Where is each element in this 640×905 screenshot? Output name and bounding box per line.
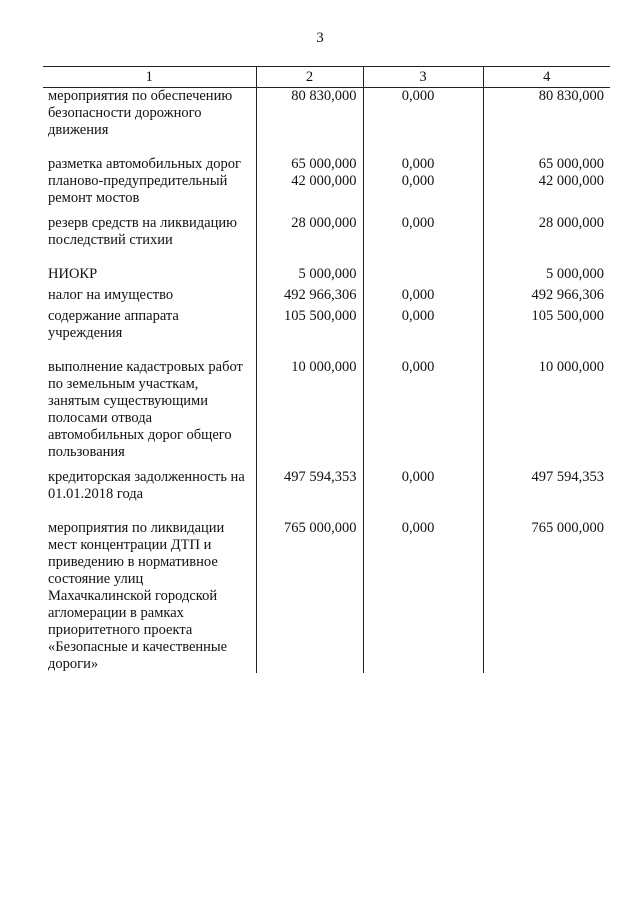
row-value-col4: 65 000,000 — [483, 156, 610, 173]
row-name: разметка автомобильных дорог — [48, 156, 241, 172]
column-header-2: 2 — [256, 67, 363, 88]
row-value-col2: 10 000,000 — [256, 359, 363, 469]
row-value-col3: 0,000 — [363, 287, 483, 308]
table-row — [43, 156, 610, 173]
row-value-col4: 28 000,000 — [483, 215, 610, 266]
table-row — [43, 520, 610, 673]
table-header-row — [43, 67, 610, 88]
row-value-col2: 42 000,000 — [256, 173, 363, 215]
row-value-col2: 497 594,353 — [256, 469, 363, 520]
row-value-col2: 28 000,000 — [256, 215, 363, 266]
row-value-col3: 0,000 — [363, 469, 483, 520]
row-value-col3: 0,000 — [363, 520, 483, 673]
row-value-col3 — [363, 266, 483, 287]
table-row — [43, 287, 610, 308]
column-header-4: 4 — [483, 67, 610, 88]
row-name: мероприятия по ликвидации мест концентрации ДТП и приведению в нормативное состояние улиц Махачкалинской городской агломерации в рамках приоритетного проекта «Безопасные и качественные дороги» — [48, 520, 228, 672]
row-name: НИОКР — [48, 266, 98, 282]
row-value-col4: 80 830,000 — [483, 88, 610, 157]
table-row — [43, 173, 610, 215]
row-value-col3: 0,000 — [363, 156, 483, 173]
row-value-col2: 65 000,000 — [256, 156, 363, 173]
row-value-col4: 492 966,306 — [483, 287, 610, 308]
row-value-col2: 765 000,000 — [256, 520, 363, 673]
table-row — [43, 266, 610, 287]
row-name: кредиторская задолженность на 01.01.2018 года — [48, 469, 245, 502]
row-name: мероприятия по обеспечению безопасности дорожного движения — [48, 88, 233, 138]
row-name: планово-предупредительный ремонт мостов — [48, 173, 228, 206]
column-header-3: 3 — [363, 67, 483, 88]
row-name: содержание аппарата учреждения — [48, 308, 179, 341]
row-value-col4: 105 500,000 — [483, 308, 610, 359]
row-value-col2: 105 500,000 — [256, 308, 363, 359]
budget-table — [43, 66, 610, 673]
table-row — [43, 215, 610, 266]
row-value-col2: 5 000,000 — [256, 266, 363, 287]
table-row — [43, 359, 610, 469]
row-value-col4: 497 594,353 — [483, 469, 610, 520]
row-value-col4: 5 000,000 — [483, 266, 610, 287]
column-header-1: 1 — [43, 67, 256, 88]
row-name: выполнение кадастровых работ по земельным участкам, занятым существующими полосами отвода автомобильных дорог общего пользования — [48, 359, 243, 460]
row-value-col2: 492 966,306 — [256, 287, 363, 308]
row-value-col3: 0,000 — [363, 308, 483, 359]
row-value-col3: 0,000 — [363, 173, 483, 215]
row-value-col4: 10 000,000 — [483, 359, 610, 469]
table-row — [43, 308, 610, 359]
row-name: резерв средств на ликвидацию последствий стихии — [48, 215, 237, 248]
row-value-col2: 80 830,000 — [256, 88, 363, 157]
row-value-col4: 42 000,000 — [483, 173, 610, 215]
table-row — [43, 469, 610, 520]
row-value-col3: 0,000 — [363, 88, 483, 157]
table-row — [43, 88, 610, 157]
row-value-col3: 0,000 — [363, 215, 483, 266]
row-name: налог на имущество — [48, 287, 174, 303]
page-number: 3 — [316, 30, 324, 46]
row-value-col4: 765 000,000 — [483, 520, 610, 673]
row-value-col3: 0,000 — [363, 359, 483, 469]
